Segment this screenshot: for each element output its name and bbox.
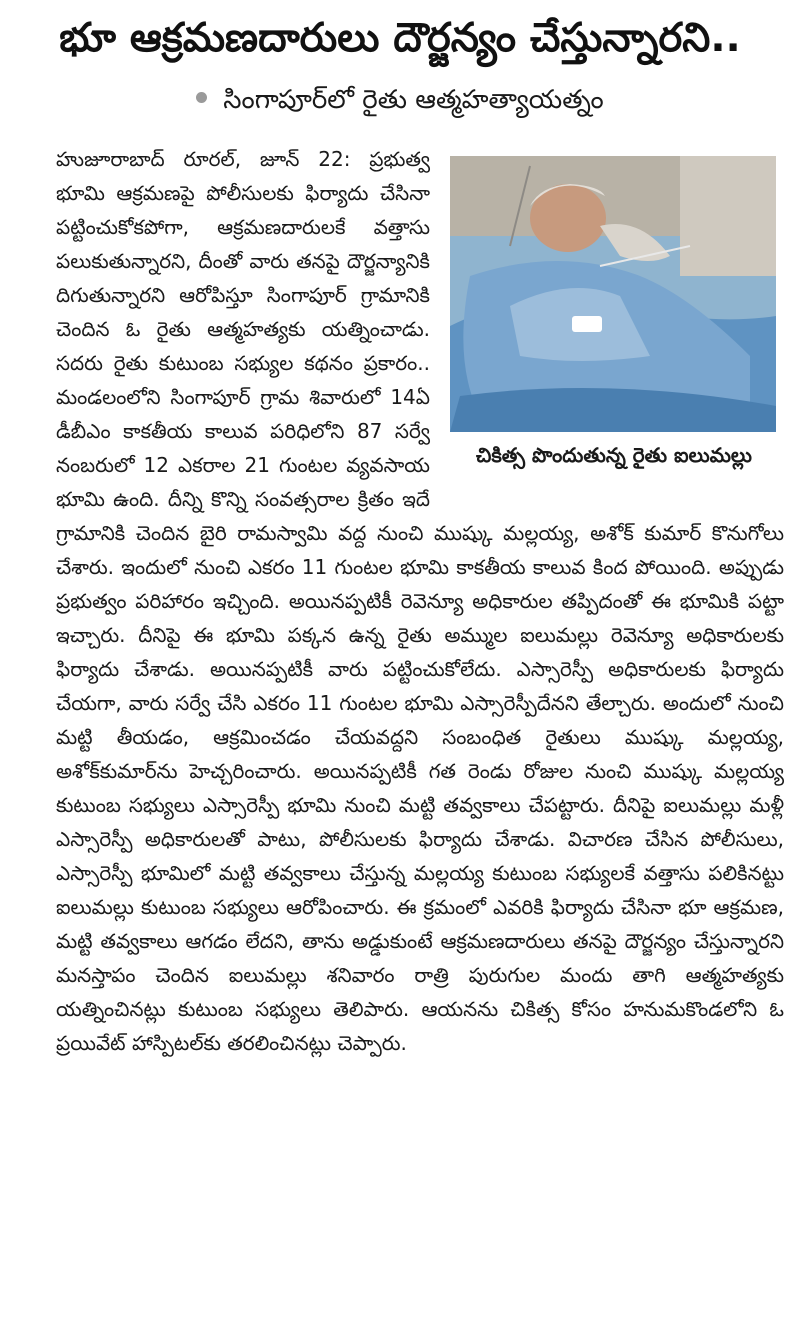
photo-caption: చికిత్స పొందుతున్న రైతు ఐలుమల్లు (476, 443, 752, 467)
subheadline (0, 80, 800, 120)
article-body (56, 142, 784, 1060)
photo-farmer-in-hospital (450, 156, 776, 432)
headline: భూ ఆక్రమణదారులు దౌర్జన్యం చేస్తున్నారని.. (59, 15, 741, 61)
hospital-photo-image (450, 156, 776, 432)
bullet-dot-icon (196, 92, 207, 103)
article-text: ప్రభుత్వ భూమి ఆక్రమణపై పోలీసులకు ఫిర్యాదు చేసినా పట్టించుకోకపోగా, ఆక్రమణదారులకే వత్తాసు పలుకుతున్నారని, దీంతో వారు తనపై దౌర్జన్యానికి దిగుతున్నారని ఆరోపిస్తూ సింగాపూర్ గ్రామానికి చెందిన ఓ రైతు ఆత్మహత్యకు యత్నించాడు. సదరు రైతు కుటుంబ సభ్యుల కథనం ప్రకారం.. మండలంలోని సింగాపూర్ గ్రామ శివారులో 14ఏ డీబీఎం కాకతీయ కాలువ పరిధిలోని 87 సర్వే నంబరులో 12 ఎకరాల 21 గుంటల వ్యవసాయ భూమి ఉంది. దీన్ని కొన్ని సంవత్సరాల క్రితం ఇదే గ్రామానికి చెందిన బైరి రామస్వామి వద్ద నుంచి ముష్కు మల్లయ్య, అశోక్ కుమార్ కొనుగోలు చేశారు. ఇందులో నుంచి ఎకరం 11 గుంటల భూమి కాకతీయ కాలువ కింద పోయింది. అప్పుడు ప్రభుత్వం పరిహారం ఇచ్చింది. అయినప్పటికీ రెవెన్యూ అధికారుల తప్పిదంతో ఈ భూమికి పట్టా ఇచ్చారు. దీనిపై ఈ భూమి పక్కన ఉన్న రైతు అమ్ముల ఐలుమల్లు రెవెన్యూ అధికారులకు ఫిర్యాదు చేశాడు. అయినప్పటికీ వారు పట్టించుకోలేదు. ఎస్సారెస్పీ అధికారులకు ఫిర్యాదు చేయగా, వారు సర్వే చేసి ఎకరం 11 గుంటల భూమి ఎస్సారెస్పీదేనని తేల్చారు. అందులో నుంచి మట్టి తీయడం, ఆక్రమించడం చేయవద్దని సంబంధిత రైతులు ముష్కు మల్లయ్య, అశోక్‌కుమార్‌ను హెచ్చరించారు. అయినప్పటికీ గత రెండు రోజుల నుంచి ముష్కు మల్లయ్య కుటుంబ సభ్యులు ఎస్సారెస్పీ భూమి నుంచి మట్టి తవ్వకాలు చేపట్టారు. దీనిపై ఐలుమల్లు మళ్లీ ఎస్సారెస్పీ అధికారులతో పాటు, పోలీసులకు ఫిర్యాదు చేశాడు. విచారణ చేసిన పోలీసులు, ఎస్సారెస్పీ భూమిలో మట్టి తవ్వకాలు చేస్తున్న మల్లయ్య కుటుంబ సభ్యులకే వత్తాసు పలికినట్టు ఐలుమల్లు కుటుంబ సభ్యులు ఆరోపించారు. ఈ క్రమంలో ఎవరికి ఫిర్యాదు చేసినా భూ ఆక్రమణ, మట్టి తవ్వకాలు ఆగడం లేదని, తాను అడ్డుకుంటే ఆక్రమణదారులు తనపై దౌర్జన్యం చేస్తున్నారని మనస్తాపం చెందిన ఐలుమల్లు శనివారం రాత్రి పురుగుల మందు తాగి ఆత్మహత్యకు యత్నించినట్లు కుటుంబ సభ్యులు తెలిపారు. ఆయనను చికిత్స కోసం హనుమకొండలోని ఓ ప్రయివేట్ హాస్పిటల్‌కు తరలించినట్లు చెప్పారు. (56, 147, 784, 1055)
dateline: హుజూరాబాద్ రూరల్, జూన్ 22: (56, 147, 370, 171)
subheadline-text: సింగాపూర్‌లో రైతు ఆత్మహత్యాయత్నం (223, 85, 604, 115)
photo-block (444, 142, 784, 486)
